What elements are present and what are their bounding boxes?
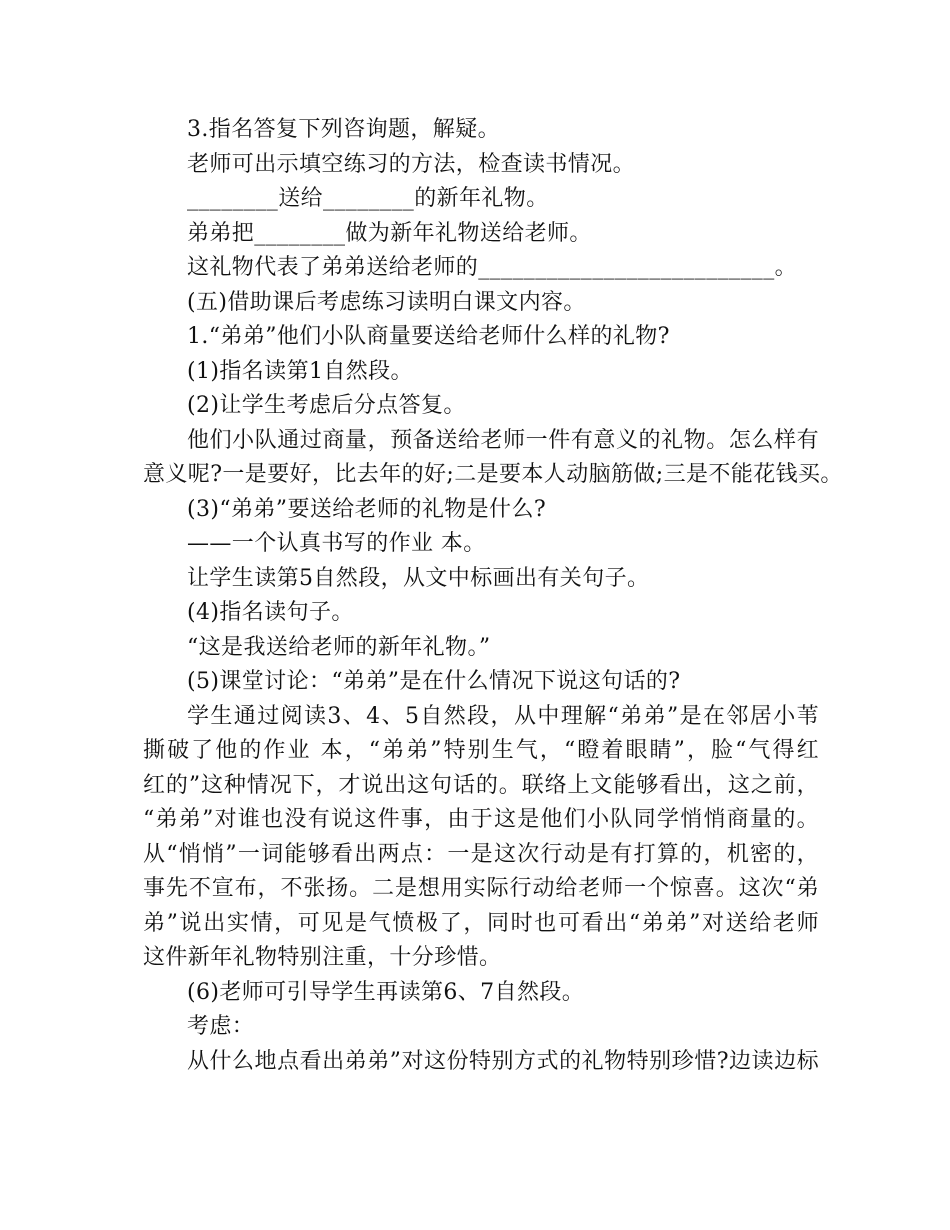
question-line: (3)“弟弟”要送给老师的礼物是什么? (187, 496, 547, 522)
paragraph-line: ——一个认真书写的作业 本。 (187, 531, 486, 556)
paragraph-line: 事先不宣布，不张扬。二是想用实际行动给老师一个惊喜。这次“弟 (143, 876, 819, 901)
question-line: (5)课堂讨论：“弟弟”是在什么情况下说这句话的? (187, 669, 681, 694)
paragraph-line: (4)指名读句子。 (187, 600, 354, 625)
document-body (143, 113, 843, 1079)
paragraph-line: 考虑： (187, 1014, 255, 1039)
paragraph-line: (2)让学生考虑后分点答复。 (187, 393, 466, 418)
question-line: 1.“弟弟”他们小队商量要送给老师什么样的礼物? (187, 324, 670, 349)
quote-line: “这是我送给老师的新年礼物。” (187, 634, 491, 660)
paragraph-line: 老师可出示填空练习的方法，检查读书情况。 (187, 151, 636, 177)
paragraph-line: 3.指名答复下列咨询题，解疑。 (187, 117, 500, 142)
paragraph-line: (1)指名读第1自然段。 (187, 358, 413, 384)
paragraph-line: 这件新年礼物特别注重，十分珍惜。 (143, 945, 502, 970)
fill-blank-line: ________送给________的新年礼物。 (187, 186, 549, 211)
paragraph-line: 弟”说出实情，可见是气愤极了，同时也可看出“弟弟”对送给老师 (143, 910, 819, 936)
paragraph-line: 他们小队通过商量，预备送给老师一件有意义的礼物。怎么样有 (187, 427, 819, 453)
paragraph-line: 从什么地点看出弟弟”对这份特别方式的礼物特别珍惜?边读边标 (187, 1048, 819, 1074)
fill-blank-line: 弟弟把________做为新年礼物送给老师。 (187, 220, 592, 246)
paragraph-line: 让学生读第5自然段，从文中标画出有关句子。 (187, 565, 650, 591)
paragraph-line: 意义呢?一是要好，比去年的好;二是要本人动脑筋做;三是不能花钱买。 (143, 462, 843, 487)
paragraph-line: 红的”这种情况下，才说出这句话的。联络上文能够看出，这之前， (143, 772, 819, 798)
paragraph-line: “弟弟”对谁也没有说这件事，由于这是他们小队同学悄悄商量的。 (143, 807, 819, 832)
section-heading: (五)借助课后考虑练习读明白课文内容。 (187, 289, 586, 315)
fill-blank-line: 这礼物代表了弟弟送给老师的__________________________。 (187, 255, 798, 280)
paragraph-line: 撕破了他的作业 本，“弟弟”特别生气，“瞪着眼睛”，脸“气得红 (143, 738, 819, 763)
paragraph-line: (6)老师可引导学生再读第6、7自然段。 (187, 979, 585, 1005)
paragraph-line: 学生通过阅读3、4、5自然段，从中理解“弟弟”是在邻居小苇 (187, 703, 819, 729)
paragraph-line: 从“悄悄”一词能够看出两点：一是这次行动是有打算的，机密的， (143, 841, 819, 867)
